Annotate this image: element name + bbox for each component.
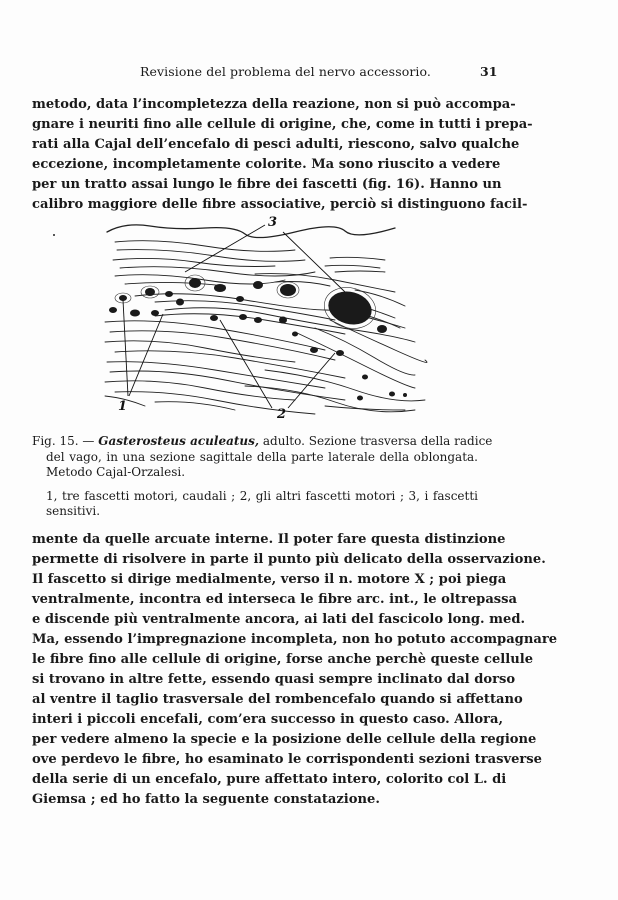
- text-line: Ma, essendo l’impregnazione incompleta, non ho potuto accompagnare: [32, 632, 558, 647]
- text-line: e discende più ventralmente ancora, ai lati del fascicolo long. med.: [32, 612, 526, 627]
- nerve-section-illustration: [95, 210, 440, 420]
- figure-number: Fig. 15. —: [32, 434, 95, 448]
- text-line: eccezione, incompletamente colorite. Ma sono riuscito a vedere: [32, 157, 501, 172]
- text-line: della serie di un encefalo, pure affettato intero, colorito col L. di: [32, 772, 507, 787]
- figure-caption: [32, 434, 493, 520]
- text-line: al ventre il taglio trasversale del rombencefalo quando si affettano: [32, 692, 523, 707]
- text-line: mente da quelle arcuate interne. Il poter fare questa distinzione: [32, 532, 506, 547]
- text-line: per un tratto assai lungo le fibre dei fascetti (fig. 16). Hanno un: [32, 177, 502, 192]
- species-name: Gasterosteus aculeatus,: [98, 434, 260, 448]
- caption-text: adulto. Sezione trasversa della radice: [262, 434, 493, 448]
- page-number: 31: [480, 64, 498, 79]
- figure-15-histology-drawing: [95, 210, 440, 420]
- print-speck: [53, 234, 55, 236]
- text-line: Giemsa ; ed ho fatto la seguente constatazione.: [32, 792, 380, 807]
- text-line: si trovano in altre fette, essendo quasi sempre inclinato dal dorso: [32, 672, 516, 687]
- text-line: metodo, data l’incompletezza della reazione, non si può accompa-: [32, 97, 516, 112]
- label-3: 3: [268, 215, 278, 230]
- text-line: ove perdevo le fibre, ho esaminato le corrispondenti sezioni trasverse: [32, 752, 543, 767]
- text-line: calibro maggiore delle fibre associative, perciò si distinguono facil-: [32, 197, 528, 212]
- caption-line: Metodo Cajal-Orzalesi.: [46, 465, 186, 479]
- text-line: permette di risolvere in parte il punto più delicato della osservazione.: [32, 552, 546, 567]
- figure-legend: sensitivi.: [46, 504, 101, 518]
- text-line: Il fascetto si dirige medialmente, verso il n. motore X ; poi piega: [32, 572, 507, 587]
- text-line: gnare i neuriti fino alle cellule di origine, che, come in tutti i prepa-: [32, 117, 533, 132]
- figure-legend: 1, tre fascetti motori, caudali ; 2, gli altri fascetti motori ; 3, i fascetti: [46, 488, 478, 503]
- text-line: interi i piccoli encefali, com’era successo in questo caso. Allora,: [32, 712, 504, 727]
- label-2: 2: [277, 407, 287, 420]
- text-line: per vedere almeno la specie e la posizione delle cellule della regione: [32, 732, 537, 747]
- caption-line: del vago, in una sezione sagittale della parte laterale della oblongata.: [46, 449, 478, 464]
- caption-line: [32, 434, 493, 450]
- running-title: Revisione del problema del nervo accessorio.: [140, 64, 431, 79]
- text-line: ventralmente, incontra ed interseca le fibre arc. int., le oltrepassa: [32, 592, 518, 607]
- label-1: 1: [118, 399, 128, 414]
- paragraph-bottom: [32, 530, 558, 810]
- paragraph-top: [32, 95, 533, 215]
- text-line: rati alla Cajal dell’encefalo di pesci adulti, riescono, salvo qualche: [32, 137, 520, 152]
- text-line: le fibre fino alle cellule di origine, forse anche perchè queste cellule: [32, 652, 534, 667]
